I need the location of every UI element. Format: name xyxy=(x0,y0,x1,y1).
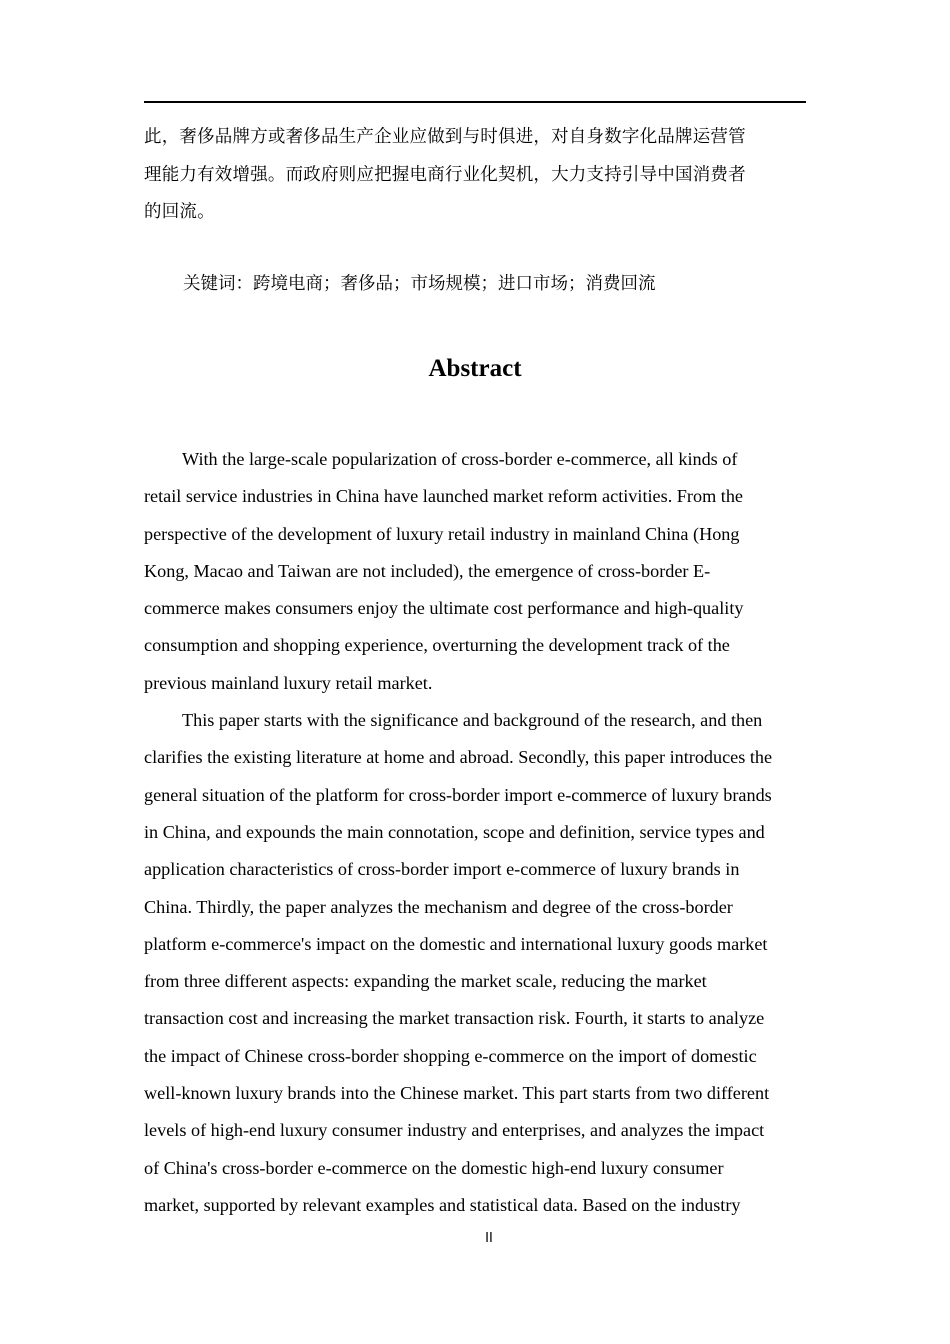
text-line: well-known luxury brands into the Chinese market. This part starts from two different xyxy=(144,1083,770,1104)
text-line: commerce makes consumers enjoy the ultimate cost performance and high-quality xyxy=(144,598,744,619)
abstract-paragraph-2 xyxy=(144,702,806,1224)
text-line: transaction cost and increasing the market transaction risk. Fourth, it starts to analyze xyxy=(144,1008,765,1029)
text-line: perspective of the development of luxury retail industry in mainland China (Hong xyxy=(144,523,740,544)
abstract-heading: Abstract xyxy=(428,355,522,382)
text-line: the impact of Chinese cross-border shopping e-commerce on the import of domestic xyxy=(144,1045,757,1066)
text-line: This paper starts with the significance and background of the research, and then xyxy=(182,710,763,731)
text-line: Kong, Macao and Taiwan are not included), the emergence of cross-border E- xyxy=(144,560,711,581)
text-line: application characteristics of cross-border import e-commerce of luxury brands in xyxy=(144,859,740,880)
text-line: previous mainland luxury retail market. xyxy=(144,672,433,693)
text-line: general situation of the platform for cross-border import e-commerce of luxury brands xyxy=(144,784,772,805)
text-line: 此，奢侈品牌方或奢侈品生产企业应做到与时俱进，对自身数字化品牌运营管 xyxy=(144,127,746,147)
text-line: 的回流。 xyxy=(144,202,215,222)
text-line: China. Thirdly, the paper analyzes the mechanism and degree of the cross-border xyxy=(144,896,733,917)
chinese-abstract-continuation xyxy=(144,119,806,232)
header-rule xyxy=(144,101,806,103)
text-line: levels of high-end luxury consumer industry and enterprises, and analyzes the impact xyxy=(144,1120,765,1141)
page-number: II xyxy=(485,1231,493,1246)
abstract-paragraph-1 xyxy=(144,441,806,702)
text-line: from three different aspects: expanding the market scale, reducing the market xyxy=(144,971,707,992)
keywords-line: 关键词：跨境电商；奢侈品；市场规模；进口市场；消费回流 xyxy=(183,274,656,294)
text-line: retail service industries in China have launched market reform activities. From the xyxy=(144,486,743,507)
text-line: consumption and shopping experience, overturning the development track of the xyxy=(144,635,730,656)
text-line: clarifies the existing literature at home and abroad. Secondly, this paper introduces the xyxy=(144,747,773,768)
abstract-body xyxy=(144,441,806,1224)
text-line: With the large-scale popularization of cross-border e-commerce, all kinds of xyxy=(182,449,738,469)
text-line: market, supported by relevant examples and statistical data. Based on the industry xyxy=(144,1194,741,1215)
text-line: platform e-commerce's impact on the domestic and international luxury goods market xyxy=(144,933,768,954)
text-line: in China, and expounds the main connotation, scope and definition, service types and xyxy=(144,821,765,842)
text-line: 理能力有效增强。而政府则应把握电商行业化契机，大力支持引导中国消费者 xyxy=(144,164,746,185)
text-line: of China's cross-border e-commerce on the domestic high-end luxury consumer xyxy=(144,1157,724,1178)
